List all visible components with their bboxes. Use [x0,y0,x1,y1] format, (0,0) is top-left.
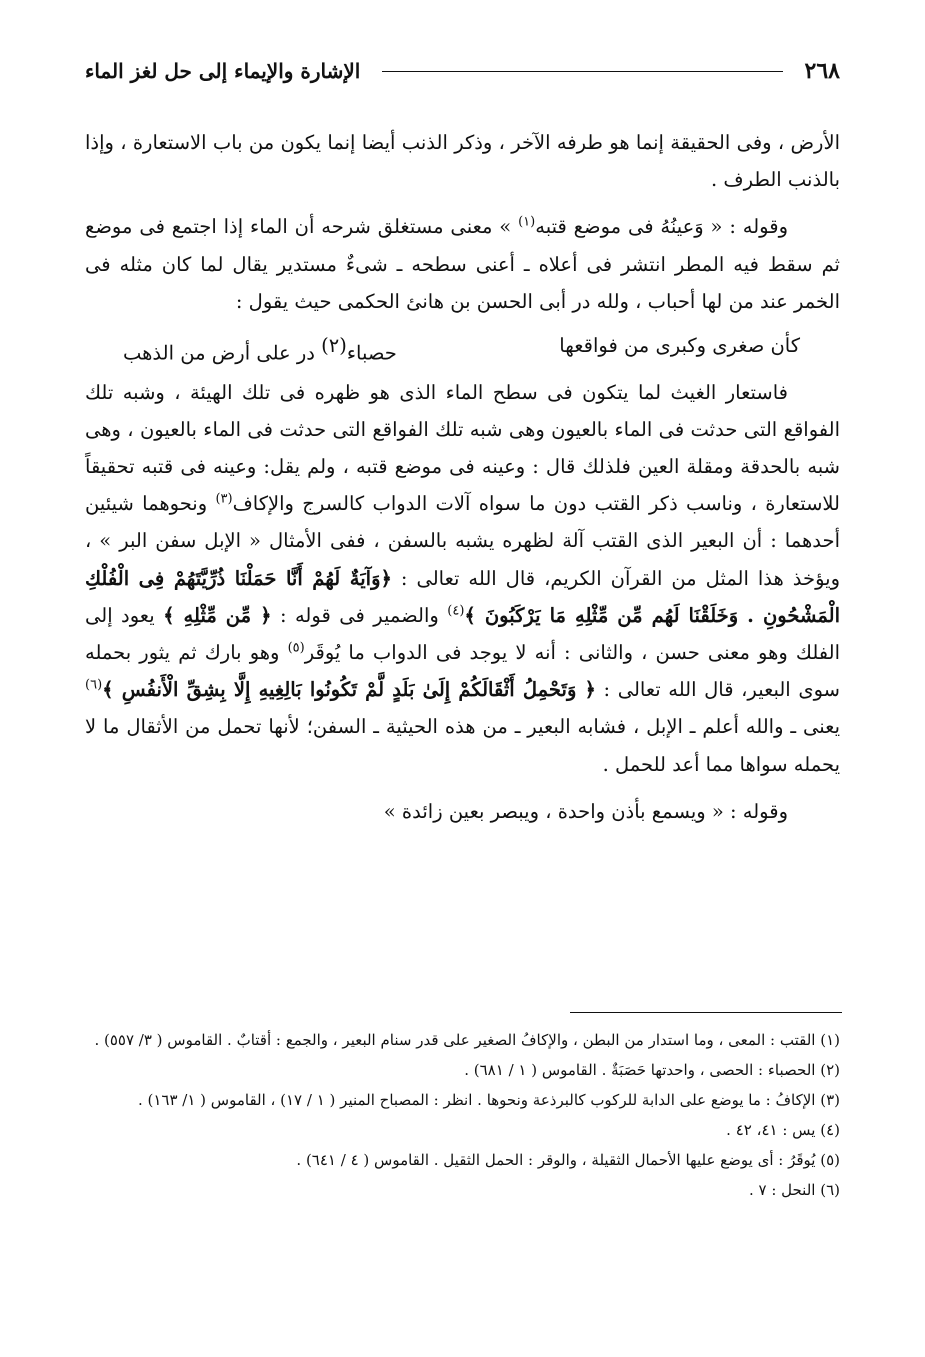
main-text [85,124,840,830]
footnote-3: (٣) الإكافُ : ما يوضع على الدابة للركوب كالبرذعة ونحوها . انظر : المصباح المنير ( ١ / ١٧) ، القاموس ( ١/ ١٦٣) . [137,1091,840,1109]
header-rule [382,71,782,72]
paragraph-4: وقوله : « ويسمع بأذن واحدة ، ويبصر بعين زائدة » [383,799,788,823]
quran-verse-2: ﴿ مِّن مِّثْلِهِ ﴾ [163,603,272,627]
footnote-ref-3: (٣) [215,491,233,507]
paragraph-2 [85,208,840,320]
quran-verse-1: ﴿وَآيَةٌ لَهُمْ أَنَّا حَمَلْنَا ذُرِّيَّتَهُمْ فِى الْفُلْكِ الْمَشْحُونِ . وَخَلَقْنَا لَهُم مِّن مِّثْلِهِ مَا يَرْكَبُونَ ﴾ [85,566,840,627]
footnote-5: (٥) يُوقَرُ : أى يوضع عليها الأحمال الثقيلة ، والوقر : الحمل الثقيل . القاموس ( ٤ / ٦٤١) . [296,1151,840,1169]
paragraph-1: الأرض ، وفى الحقيقة إنما هو طرفه الآخر ، وذكر الذنب أيضا إنما يكون من باب الاستعارة ، وإذا بالذنب الطرف . [85,131,840,192]
footnote-2: (٢) الحصباء : الحصى ، واحدتها حَصَبَةٌ . القاموس ( ١ / ٦٨١) . [464,1061,840,1079]
verse-first-hemistich: كأن صغرى وكبرى من فواقعها [559,334,800,358]
footnote-4: (٤) يس : ٤١، ٤٢ . [726,1121,840,1139]
paragraph-3-c: والضمير فى قوله : [271,603,448,627]
paragraph-2-start: وقوله : « وَعينُهُ فى موضع قتبه [535,215,788,239]
paragraph-3 [85,374,840,783]
paragraph-2-rest: » معنى مستغلق شرحه أن الماء إذا اجتمع فى موضع ثم سقط فيه المطر انتشر فى أعلاه ـ أعنى سطحه ـ شىءٌ مستدير يقال لما كان مثله فى الخمر عند من لها أحباب ، ولله در أبى الحسن بن هانئ الحكمى حيث يقول : [85,215,840,313]
footnote-ref-6: (٦) [85,677,103,693]
footnotes [78,1025,840,1205]
paragraph-3-e: وهو بارك ثم يثور بحمله سوى البعير، قال الله تعالى : [85,640,840,702]
poetry-verse [85,326,840,374]
footnote-6: (٦) النحل : ٧ . [748,1181,840,1199]
verse-second-hemistich [123,326,397,374]
paragraph-3-d: يعود إلى الفلك وهو معنى حسن ، والثانى : أنه لا يوجد فى الدواب ما يُوقَر [85,603,841,664]
footnote-ref-5: (٥) [287,640,305,656]
footnote-1: (١) القتب : المعى ، وما استدار من البطن ، والإكافُ الصغير على قدر سنام البعير ، والجمع : أقتابٌ . القاموس ( ٣/ ٥٥٧) . [94,1031,840,1049]
paragraph-3-b: ونحوهما شيئين أحدهما : أن البعير الذى القتب آلة لظهره يشبه بالسفن ، ففى الأمثال « الإبل سفن البر » ، ويؤخذ هذا المثل من القرآن الكريم، قال الله تعالى : [85,492,840,590]
paragraph-3-f: يعنى ـ والله أعلم ـ الإبل ، فشابه البعير ـ من هذه الحيثية ـ السفن؛ لأنها تحمل من الأثقال ما لا يحمله سواها مما أعد للحمل . [85,715,840,776]
running-header [85,52,840,90]
page-number: ٢٦٨ [804,58,840,84]
footnote-ref-2: (٢) [321,334,347,358]
paragraph-3-a: فاستعار الغيث لما يتكون فى سطح الماء الذى هو ظهره فى تلك الهيئة ، وشبه تلك الفواقع التى حدثت فى الماء بالعيون وهى شبه تلك الفواقع التى حدثت فى الماء بالعيون ، وهى شبه بالحدقة ومقلة العين فلذلك قال : وعينه فى موضع قتبه ، ولم يقل: وعينه فى قتبه تحقيقاً للاستعارة ، وناسب ذكر القتب دون ما سواه آلات الدواب كالسرج والإكاف [85,380,840,516]
footnote-separator [570,1012,842,1013]
footnote-ref-1: (١) [518,214,536,230]
footnote-ref-4: (٤) [447,603,465,619]
verse-second-rest: در على أرض من الذهب [123,341,322,365]
quran-verse-3: ﴿ وَتَحْمِلُ أَثْقَالَكُمْ إِلَىٰ بَلَدٍ لَّمْ تَكُونُوا بَالِغِيهِ إِلَّا بِشِقِّ الْأَنفُسِ ﴾ [102,678,596,702]
running-title: الإشارة والإيماء إلى حل لغز الماء [85,59,361,83]
verse-second-start: حصباء [346,341,397,365]
